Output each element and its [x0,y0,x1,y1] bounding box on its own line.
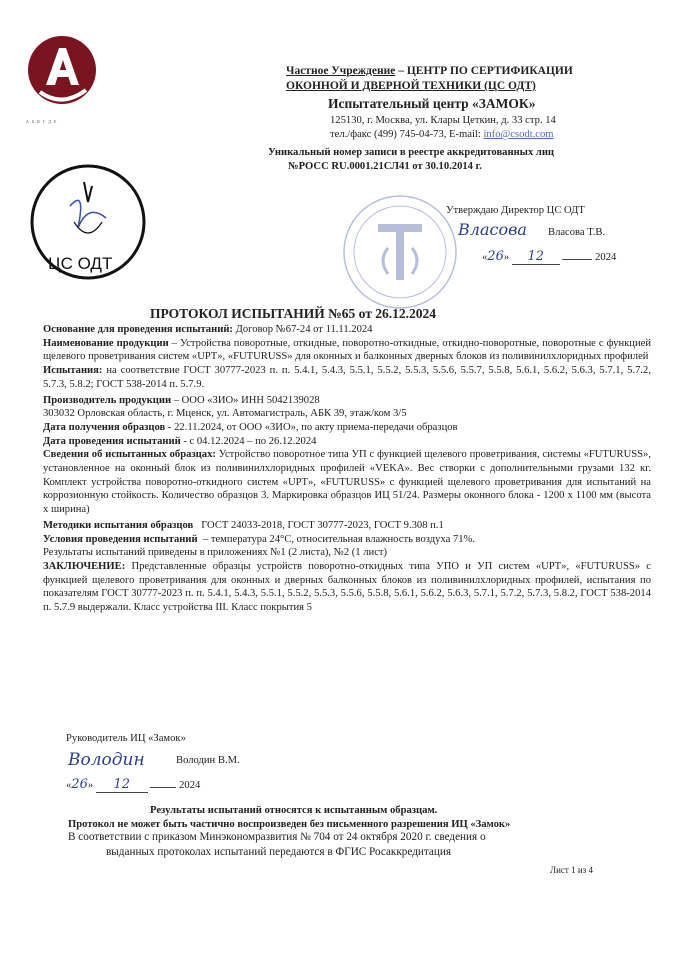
org-prefix: Частное Учреждение [286,65,396,77]
approval-year: 2024 [595,252,617,263]
received-label: Дата получения образцов [43,421,166,433]
lab-address: 125130, г. Москва, ул. Клары Цеткин, д. 33 стр. 14 [330,115,556,126]
footer-note3: В соответствии с приказом Минэкономразвития № 704 от 24 октября 2020 г. сведения о [68,831,486,843]
methods-value: ГОСТ 24033-2018, ГОСТ 30777-2023, ГОСТ 9.308 п.1 [201,519,444,531]
product-value: – Устройства поворотные, откидные, поворотно-откидные, откидно-поворотные, поворотные с функцией щелевого проветривания систем «UPT», «FUTURUSS» для оконных и балконных дверных блоков из поливинилхлоридных профилей [43,337,651,363]
samples-value: Устройство поворотное типа УП с функцией щелевого проветривания, системы «FUTURUSS», установленное на оконный блок из поливинилхлоридных профилей «VEKA». Вес створки с дополнительными грузами 132 кг. Комплект устройства поворотно-откидного систем «UPT», «FUTURUSS» с функцией щелевого проветривания для испытаний на коррозионную стойкость. Количество образцов 3. Маркировка образцов ИЦ 51/24. Размеры оконного блока - 1200 х 1100 мм (высота х ширина) [43,449,651,516]
head-signature: Володин [68,750,145,770]
email-link[interactable]: info@csodt.com [483,129,554,140]
head-title: Руководитель ИЦ «Замок» [66,733,186,744]
received-value: - 22.11.2024, от ООО «ЗИО», по акту приема-передачи образцов [165,421,458,433]
lab-name: Испытательный центр «ЗАМОК» [328,96,536,111]
org-line2: ОКОННОЙ И ДВЕРНОЙ ТЕХНИКИ (ЦС ОДТ) [286,80,536,92]
footer-note2: Протокол не может быть частично воспроизведен без письменного разрешения ИЦ «Замок» [68,819,511,830]
tests-value: на соответствие ГОСТ 30777-2023 п. п. 5.4.1, 5.4.3, 5.5.1, 5.5.2, 5.5.3, 5.5.6, 5.5.7, 5.5.8, 5.6.1, 5.6.2, 5.6.3, 5.7.1, 5.7.2, 5.7.3, 5.8.2; ГОСТ 538-2014 п. 5.7.9. [43,365,651,390]
product-label: Наименование продукции [43,337,169,349]
producer-label: Производитель продукции [43,394,172,406]
approval-title: Утверждаю Директор ЦС ОДТ [446,205,585,216]
basis-label: Основание для проведения испытаний: [43,324,233,335]
approval-day: 26 [487,249,504,264]
approval-signature: Власова [458,220,527,239]
head-year: 2024 [179,780,201,791]
conditions-line [43,533,651,547]
footer-note4: выданных протоколах испытаний передаются в ФГИС Росаккредитация [106,846,452,858]
lab-contacts [330,128,554,142]
organization-header [286,64,636,94]
conclusion-label: ЗАКЛЮЧЕНИЕ: [43,560,126,572]
certification-stamp [26,158,150,288]
head-name: Володин В.М. [176,755,240,766]
page-number: Лист 1 из 4 [550,865,593,875]
conclusion-value: Представленные образцы устройств поворотно-откидных типа УПО и УП систем «UPT», «FUTURUSS» с функцией щелевого проветривания для оконных и дверных балконных блоков из поливинилхлоридных профилей, испытания по показателям ГОСТ 30777-2023 п. п. 5.4.1, 5.4.3, 5.5.1, 5.5.2, 5.5.3, 5.5.6, 5.5.8, 5.6.1, 5.6.2, 5.6.3, 5.7.1, 5.7.2, 5.7.3, 5.8.2, ГОСТ 538-2014 п. 5.7.9 выдержали. Класс устройства III. Класс покрытия 5 [43,560,651,614]
org-line1: – ЦЕНТР ПО СЕРТИФИКАЦИИ [398,65,573,77]
approval-date: «26» 12 2024 [482,249,617,264]
registry-line1: Уникальный номер записи в реестре аккредитованных лиц [268,147,555,158]
samples-label: Сведения об испытанных образцах: [43,449,216,461]
conditions-value: – температура 24°С, относительная влажность воздуха 71%. [202,533,476,545]
protocol-body [43,323,651,615]
basis-line [43,323,651,337]
samples-paragraph [43,448,651,517]
testdate-label: Дата проведения испытаний [43,435,181,447]
head-date: «26» 12 2024 [66,777,201,792]
conclusion-paragraph [43,560,651,615]
results-line: Результаты испытаний приведены в приложениях №1 (2 листа), №2 (1 лист) [43,547,388,559]
footer-note1: Результаты испытаний относятся к испытанным образцам. [150,805,438,816]
approval-month: 12 [512,250,560,265]
testdate-value: - с 04.12.2024 – по 26.12.2024 [180,435,317,447]
registry-line2: №РОСС RU.0001.21СЛ41 от 30.10.2014 г. [288,161,482,172]
methods-line [43,519,651,533]
conditions-label: Условия проведения испытаний [43,533,198,545]
product-paragraph [43,337,651,364]
protocol-title: ПРОТОКОЛ ИСПЫТАНИЙ №65 от 26.12.2024 [150,306,436,321]
head-month: 12 [96,778,148,793]
testdate-line [43,435,651,449]
head-day: 26 [71,777,88,792]
received-line [43,421,651,435]
producer-address: 303032 Орловская область, г. Мценск, ул. Автомагистраль, АБК 39, этаж/ком 3/5 [43,408,407,420]
producer-value: – ООО «ЗИО» ИНН 5042139028 [171,394,320,406]
contacts-text: тел./факс (499) 745-04-73, E-mail: [330,129,481,140]
basis-value: Договор №67-24 от 11.11.2024 [232,324,373,335]
logo-caption: А Б В Г Д Е [26,119,58,124]
approval-name: Власова Т.В. [548,227,606,238]
methods-label: Методики испытания образцов [43,519,194,531]
stamp-text: ЦС ОДТ [48,254,113,273]
producer-line [43,394,651,408]
tests-paragraph [43,364,651,391]
tests-label: Испытания: [43,365,103,377]
company-logo [26,30,98,122]
